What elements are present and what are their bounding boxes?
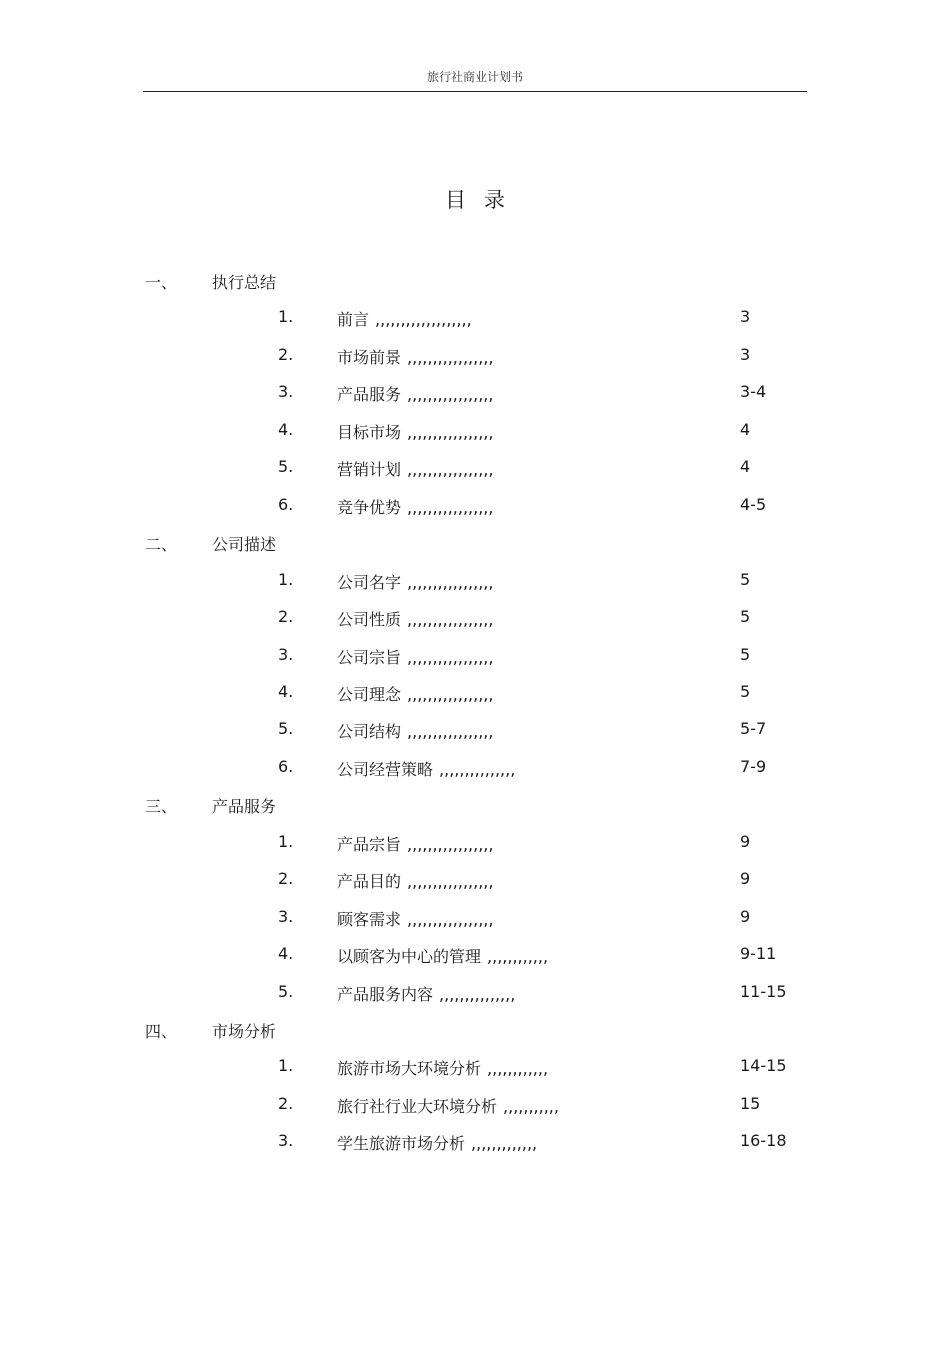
toc-section-number: 一、 — [145, 273, 178, 292]
toc-entry-row[interactable] — [0, 719, 950, 745]
toc-entry-label: 产品宗旨 — [337, 834, 402, 854]
header-rule — [143, 91, 807, 92]
toc-entry-page: 5 — [740, 569, 751, 589]
toc-entry-number: 1. — [278, 569, 294, 589]
toc-entry-page: 4 — [740, 419, 751, 439]
toc-entry-label: 公司宗旨 — [337, 647, 402, 667]
toc-entry-number: 2. — [278, 607, 294, 627]
toc-entry-title — [337, 832, 493, 855]
toc-entry-label: 顾客需求 — [337, 909, 402, 929]
toc-section-title: 执行总结 — [212, 273, 277, 292]
toc-entry-title — [337, 495, 493, 518]
toc-entry-number: 1. — [278, 1056, 294, 1076]
toc-entry-leader: ,,,,,,,,,,,,,,, — [439, 984, 516, 1004]
toc-entry-label: 公司经营策略 — [337, 759, 434, 779]
toc-entry-label: 产品目的 — [337, 872, 402, 892]
toc-entry-leader: ,,,,,,,,,,,,, — [471, 1134, 538, 1154]
toc-entry-leader: ,,,,,,,,,,,,,,,,, — [407, 460, 494, 480]
toc-entry-number: 3. — [278, 906, 294, 926]
toc-entry-title — [337, 1056, 548, 1079]
toc-entry-label: 前言 — [337, 310, 370, 330]
toc-entry-label: 公司结构 — [337, 722, 402, 742]
toc-entry-number: 5. — [278, 981, 294, 1001]
toc-entry-number: 3. — [278, 382, 294, 402]
toc-entry-page: 5 — [740, 644, 751, 664]
toc-entry-leader: ,,,,,,,,,,,,,,,,, — [407, 684, 494, 704]
toc-entry-leader: ,,,,,,,,,,,,,,,,, — [407, 909, 494, 929]
toc-entry-number: 2. — [278, 344, 294, 364]
toc-entry-page: 9 — [740, 831, 751, 851]
toc-entry-title — [337, 907, 493, 930]
toc-entry-page: 4 — [740, 457, 751, 477]
toc-entry-page: 9 — [740, 906, 751, 926]
toc-entry-page: 3-4 — [740, 382, 767, 402]
toc-entry-page: 7-9 — [740, 756, 767, 776]
toc-entry-row[interactable] — [0, 345, 950, 371]
toc-entry-row[interactable] — [0, 757, 950, 783]
toc-entry-leader: ,,,,,,,,,,,,,,,,, — [407, 347, 494, 367]
toc-entry-leader: ,,,,,,,,,,,,,,,,, — [407, 647, 494, 667]
toc-entry-label: 竞争优势 — [337, 497, 402, 517]
toc-entry-title — [337, 1094, 559, 1117]
toc-entry-page: 5-7 — [740, 719, 767, 739]
page-header-title: 旅行社商业计划书 — [426, 70, 523, 84]
toc-entry-number: 5. — [278, 719, 294, 739]
toc-entry-title — [337, 757, 515, 780]
toc-entry-leader: ,,,,,,,,,,,,,,,,, — [407, 834, 494, 854]
toc-section-row[interactable] — [0, 1019, 950, 1045]
toc-entry-label: 旅游市场大环境分析 — [337, 1059, 482, 1079]
toc-entry-row[interactable] — [0, 495, 950, 521]
toc-entry-title — [337, 345, 493, 368]
toc-entry-title — [337, 645, 493, 668]
toc-entry-label: 以顾客为中心的管理 — [337, 947, 482, 967]
toc-entry-row[interactable] — [0, 420, 950, 446]
toc-entry-number: 6. — [278, 756, 294, 776]
toc-entry-row[interactable] — [0, 944, 950, 970]
toc-entry-label: 市场前景 — [337, 347, 402, 367]
toc-entry-leader: ,,,,,,,,,,,,,,,,,,, — [375, 310, 472, 330]
toc-entry-title — [337, 1131, 537, 1154]
toc-entry-row[interactable] — [0, 645, 950, 671]
toc-entry-number: 4. — [278, 681, 294, 701]
toc-entry-label: 营销计划 — [337, 460, 402, 480]
toc-entry-page: 14-15 — [740, 1056, 787, 1076]
toc-entry-number: 3. — [278, 1131, 294, 1151]
toc-entry-leader: ,,,,,,,,,,,,,,,,, — [407, 422, 494, 442]
toc-entry-title — [337, 719, 493, 742]
toc-entry-title — [337, 307, 472, 330]
toc-entry-row[interactable] — [0, 982, 950, 1008]
toc-entry-leader: ,,,,,,,,,,,,,,,,, — [407, 497, 494, 517]
toc-section-title: 产品服务 — [212, 797, 277, 817]
toc-entry-leader: ,,,,,,,,,,,,,,,,, — [407, 872, 494, 892]
toc-entry-number: 4. — [278, 944, 294, 964]
toc-entry-page: 9 — [740, 869, 751, 889]
toc-entry-row[interactable] — [0, 382, 950, 408]
toc-entry-leader: ,,,,,,,,,,,,,,,,, — [407, 572, 494, 592]
toc-entry-page: 3 — [740, 344, 751, 364]
toc-entry-title — [337, 570, 493, 593]
toc-entry-row[interactable] — [0, 307, 950, 333]
toc-entry-row[interactable] — [0, 570, 950, 596]
toc-entry-page: 11-15 — [740, 981, 787, 1001]
toc-section-number: 四、 — [145, 1022, 178, 1041]
toc-entry-label: 公司理念 — [337, 684, 402, 704]
toc-section-number: 三、 — [145, 797, 178, 817]
toc-entry-leader: ,,,,,,,,,,,,,,,,, — [407, 385, 494, 405]
toc-entry-label: 公司性质 — [337, 610, 402, 630]
toc-entry-title — [337, 869, 493, 892]
toc-entry-leader: ,,,,,,,,,,,, — [487, 947, 549, 967]
toc-entry-title — [337, 607, 493, 630]
toc-entry-number: 1. — [278, 831, 294, 851]
toc-entry-row[interactable] — [0, 1056, 950, 1082]
toc-entry-row[interactable] — [0, 1131, 950, 1157]
toc-section-row[interactable] — [0, 532, 950, 558]
toc-section-title: 公司描述 — [212, 535, 277, 555]
toc-entry-label: 产品服务内容 — [337, 984, 434, 1004]
toc-entry-number: 3. — [278, 644, 294, 664]
toc-entry-leader: ,,,,,,,,,,,,,,, — [439, 759, 516, 779]
toc-entry-label: 学生旅游市场分析 — [337, 1134, 466, 1154]
toc-entry-row[interactable] — [0, 1094, 950, 1120]
toc-entry-page: 15 — [740, 1093, 761, 1113]
toc-entry-page: 9-11 — [740, 944, 777, 964]
toc-entry-number: 1. — [278, 307, 294, 327]
toc-entry-title — [337, 682, 493, 705]
toc-entry-label: 产品服务 — [337, 385, 402, 405]
toc-entry-number: 5. — [278, 457, 294, 477]
toc-entry-row[interactable] — [0, 869, 950, 895]
toc-entry-title — [337, 420, 493, 443]
toc-entry-number: 2. — [278, 1093, 294, 1113]
toc-entry-row[interactable] — [0, 682, 950, 708]
toc-entry-title — [337, 944, 548, 967]
toc-section-row[interactable] — [0, 270, 950, 296]
toc-entry-row[interactable] — [0, 907, 950, 933]
toc-section-row[interactable] — [0, 794, 950, 820]
toc-entry-leader: ,,,,,,,,,,, — [503, 1096, 559, 1116]
toc-entry-row[interactable] — [0, 457, 950, 483]
toc-section-title: 市场分析 — [212, 1022, 277, 1041]
toc-entry-label: 目标市场 — [337, 422, 402, 442]
toc-entry-leader: ,,,,,,,,,,,,,,,,, — [407, 722, 494, 742]
toc-entry-number: 6. — [278, 494, 294, 514]
toc-title: 目录 — [445, 188, 523, 212]
toc-entry-page: 3 — [740, 307, 751, 327]
toc-entry-leader: ,,,,,,,,,,,,,,,,, — [407, 610, 494, 630]
toc-entry-number: 4. — [278, 419, 294, 439]
toc-entry-title — [337, 457, 493, 480]
toc-entry-page: 4-5 — [740, 494, 767, 514]
toc-entry-label: 旅行社行业大环境分析 — [337, 1096, 498, 1116]
toc-entry-title — [337, 382, 493, 405]
toc-entry-label: 公司名字 — [337, 572, 402, 592]
toc-entry-row[interactable] — [0, 607, 950, 633]
toc-entry-number: 2. — [278, 869, 294, 889]
toc-entry-page: 5 — [740, 681, 751, 701]
toc-entry-title — [337, 982, 515, 1005]
toc-entry-row[interactable] — [0, 832, 950, 858]
toc-section-number: 二、 — [145, 535, 178, 555]
toc-entry-page: 16-18 — [740, 1131, 787, 1151]
toc-entry-page: 5 — [740, 607, 751, 627]
toc-entry-leader: ,,,,,,,,,,,, — [487, 1059, 549, 1079]
